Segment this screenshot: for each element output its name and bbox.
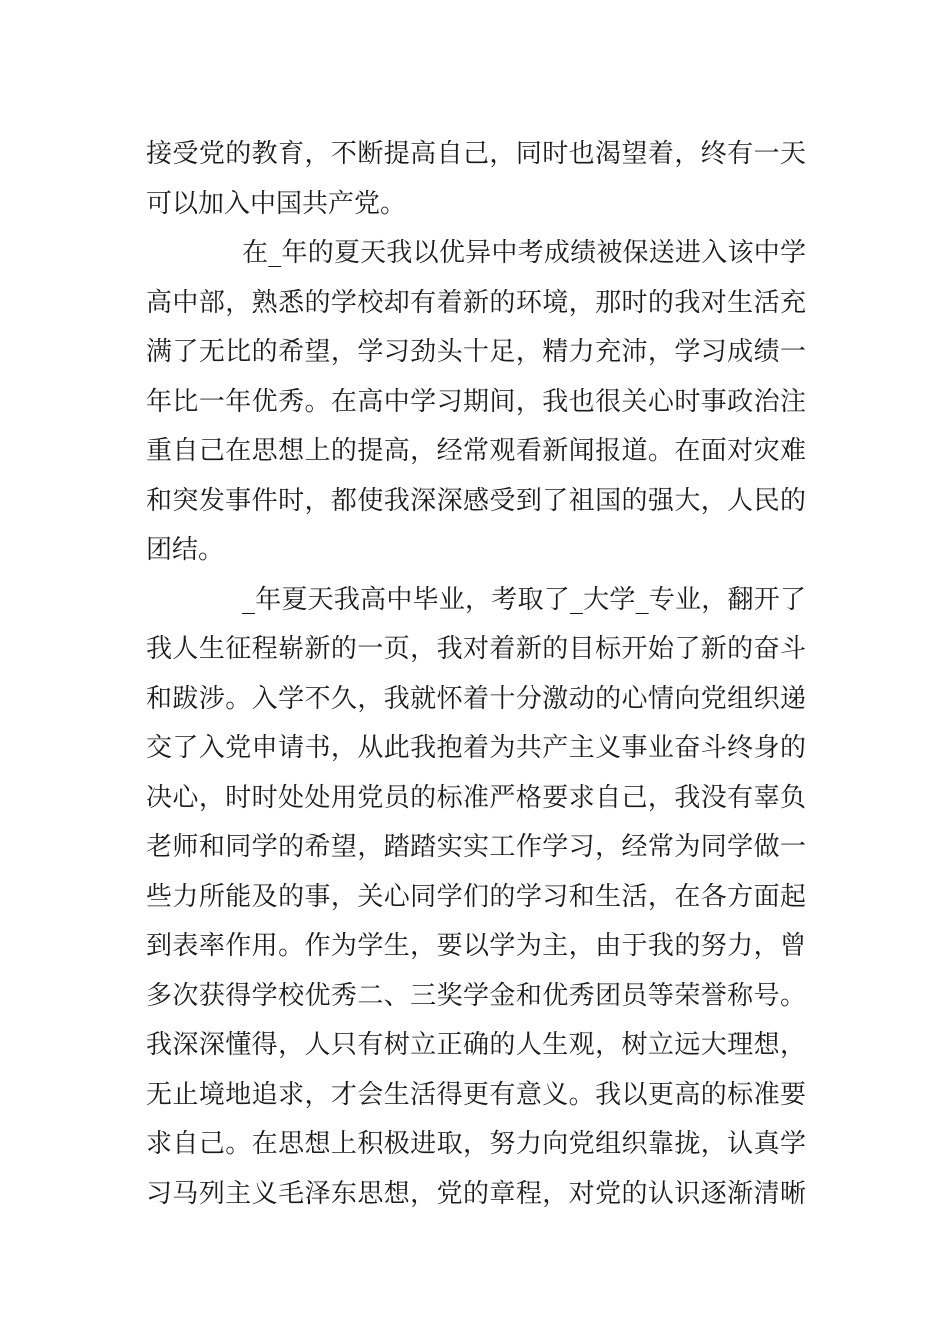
- text-line: 团结。: [146, 535, 225, 565]
- text-line: 和突发事件时，都使我深深感受到了祖国的强大，人民的: [146, 485, 806, 516]
- text-line: 无止境地追求，才会生活得更有意义。我以更高的标准要: [146, 1079, 806, 1110]
- paragraph-1: [146, 130, 806, 229]
- text-line: 我深深懂得，人只有树立正确的人生观，树立远大理想，: [146, 1030, 806, 1060]
- text-line: 些力所能及的事，关心同学们的学习和生活，在各方面起: [146, 881, 806, 912]
- text-line: 到表率作用。作为学生，要以学为主，由于我的努力，曾: [146, 931, 806, 961]
- document-body: [146, 130, 806, 1219]
- text-line: 多次获得学校优秀二、三奖学金和优秀团员等荣誉称号。: [146, 980, 806, 1011]
- text-line: 接受党的教育，不断提高自己，同时也渴望着，终有一天: [146, 139, 806, 169]
- text-line: 重自己在思想上的提高，经常观看新闻报道。在面对灾难: [146, 436, 806, 466]
- text-line: 高中部，熟悉的学校却有着新的环境，那时的我对生活充: [146, 287, 806, 318]
- text-line: 习马列主义毛泽东思想，党的章程，对党的认识逐渐清晰: [146, 1178, 806, 1209]
- text-line: 求自己。在思想上积极进取，努力向党组织靠拢，认真学: [146, 1129, 806, 1159]
- paragraph-3: [146, 576, 806, 1220]
- text-line: 满了无比的希望，学习劲头十足，精力充沛，学习成绩一: [146, 337, 806, 367]
- text-line: 在_年的夏天我以优异中考成绩被保送进入该中学: [242, 238, 806, 268]
- text-line: 年比一年优秀。在高中学习期间，我也很关心时事政治注: [146, 386, 806, 417]
- text-line: _年夏天我高中毕业，考取了_大学_专业，翻开了: [242, 584, 806, 615]
- text-line: 和跋涉。入学不久，我就怀着十分激动的心情向党组织递: [146, 683, 806, 714]
- text-line: 交了入党申请书，从此我抱着为共产主义事业奋斗终身的: [146, 733, 806, 763]
- text-line: 我人生征程崭新的一页，我对着新的目标开始了新的奋斗: [146, 634, 806, 664]
- text-line: 老师和同学的希望，踏踏实实工作学习，经常为同学做一: [146, 832, 806, 862]
- text-line: 决心，时时处处用党员的标准严格要求自己，我没有辜负: [146, 782, 806, 813]
- text-line: 可以加入中国共产党。: [146, 188, 407, 219]
- paragraph-2: [146, 229, 806, 576]
